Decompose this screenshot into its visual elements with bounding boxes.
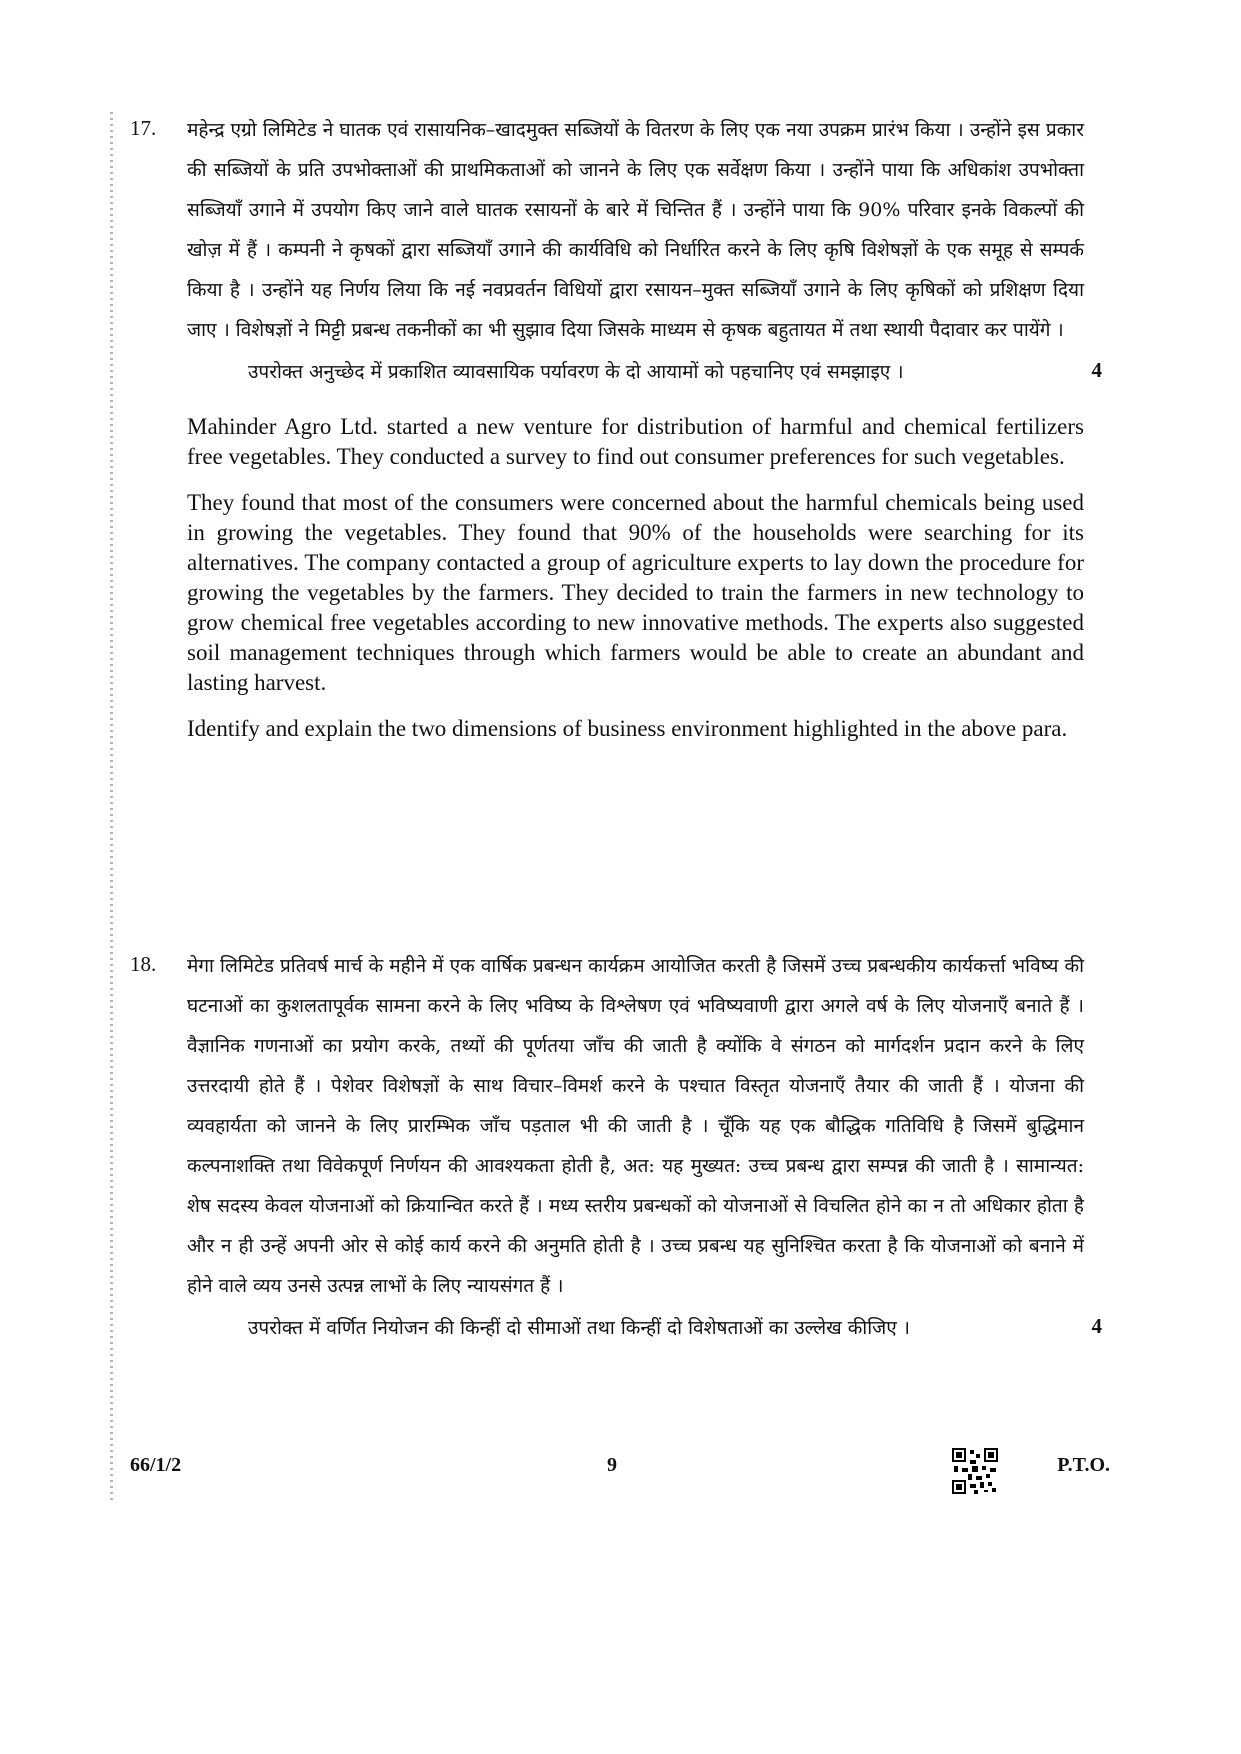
question-hindi-paragraph: महेन्द्र एग्रो लिमिटेड ने घातक एवं रासायनिक–खादमुक्त सब्जियों के वितरण के लिए एक नया उपक्रम प्रारंभ किया । उन्होंने इस प्रकार की सब्जियों के प्रति उपभोक्ताओं की प्राथमिकताओं को जानने के लिए एक सर्वेक्षण किया । उन्होंने पाया कि अधिकांश उपभोक्ता सब्जियाँ उगाने में उपयोग किए जाने वाले घातक रसायनों के बारे में चिन्तित हैं । उन्होंने पाया कि 90% परिवार इनके विकल्पों की खोज़ में हैं । कम्पनी ने कृषकों द्वारा सब्जियाँ उगाने की कार्यविधि को निर्धारित करने के लिए कृषि विशेषज्ञों के एक समूह से सम्पर्क किया है । उन्होंने यह निर्णय लिया कि नई नवप्रवर्तन विधियों द्वारा रसायन–मुक्त सब्जियाँ उगाने के लिए कृषिकों को प्रशिक्षण दिया जाए । विशेषज्ञों ने मिट्टी प्रबन्ध तकनीकों का भी सुझाव दिया जिसके माध्यम से कृषक बहुतायत में तथा स्थायी पैदावार कर पायेंगे । (187, 119, 1084, 341)
page-footer (130, 1448, 1110, 1508)
question-17 (130, 110, 1130, 744)
margin-barcode-strip (110, 112, 113, 1502)
qr-code-icon (952, 1448, 998, 1494)
page-number: 9 (607, 1454, 617, 1476)
page-turn-over-label: P.T.O. (1057, 1454, 1110, 1476)
question-english-paragraph: They found that most of the consumers were concerned about the harmful chemicals being used in growing the vegetables. They found that 90% of the households were searching for its alternatives. The company contacted a group of agriculture experts to lay down the procedure for growing the vegetables by the farmers. They decided to train the farmers in new technology to grow chemical free vegetables according to new innovative methods. The experts also suggested soil management techniques through which farmers would be able to create an abundant and lasting harvest. (187, 490, 1084, 695)
question-hindi-paragraph: मेगा लिमिटेड प्रतिवर्ष मार्च के महीने में एक वार्षिक प्रबन्धन कार्यक्रम आयोजित करती है जिसमें उच्च प्रबन्धकीय कार्यकर्त्ता भविष्य की घटनाओं का कुशलतापूर्वक सामना करने के लिए भविष्य के विश्लेषण एवं भविष्यवाणी द्वारा अगले वर्ष के लिए योजनाएँ बनाते हैं । वैज्ञानिक गणनाओं का प्रयोग करके, तथ्यों की पूर्णतया जाँच की जाती है क्योंकि वे संगठन को मार्गदर्शन प्रदान करने के लिए उत्तरदायी होते हैं । पेशेवर विशेषज्ञों के साथ विचार–विमर्श करने के पश्चात विस्तृत योजनाएँ तैयार की जाती हैं । योजना की व्यवहार्यता को जानने के लिए प्रारम्भिक जाँच पड़ताल भी की जाती है । चूँकि यह एक बौद्धिक गतिविधि है जिसमें बुद्धिमान कल्पनाशक्ति तथा विवेकपूर्ण निर्णयन की आवश्यकता होती है, अत: यह मुख्यत: उच्च प्रबन्ध द्वारा सम्पन्न की जाती है । सामान्यत: शेष सदस्य केवल योजनाओं को क्रियान्वित करते हैं । मध्य स्तरीय प्रबन्धकों को योजनाओं से विचलित होने का न तो अधिकार होता है और न ही उन्हें अपनी ओर से कोई कार्य करने की अनुमति होती है । उच्च प्रबन्ध यह सुनिश्चित करता है कि योजनाओं को बनाने में होने वाले व्यय उनसे उत्पन्न लाभों के लिए न्यायसंगत हैं । (187, 955, 1084, 1297)
question-english-paragraph: Mahinder Agro Ltd. started a new venture for distribution of harmful and chemical fertilizers free vegetables. They conducted a survey to find out consumer preferences for such vegetables. (187, 414, 1084, 469)
question-hindi-prompt: उपरोक्त में वर्णित नियोजन की किन्हीं दो सीमाओं तथा किन्हीं दो विशेषताओं का उल्लेख कीजिए । (248, 1317, 910, 1339)
question-number: 17. (130, 116, 157, 140)
question-18 (130, 946, 1130, 1348)
marks-label: 4 (1091, 1314, 1102, 1338)
question-english-prompt: Identify and explain the two dimensions of business environment highlighted in the above para. (187, 716, 1068, 741)
question-number: 18. (130, 952, 157, 976)
marks-label: 4 (1091, 358, 1102, 382)
paper-code: 66/1/2 (130, 1454, 182, 1476)
question-hindi-prompt: उपरोक्त अनुच्छेद में प्रकाशित व्यावसायिक पर्यावरण के दो आयामों को पहचानिए एवं समझाइए । (248, 361, 904, 383)
